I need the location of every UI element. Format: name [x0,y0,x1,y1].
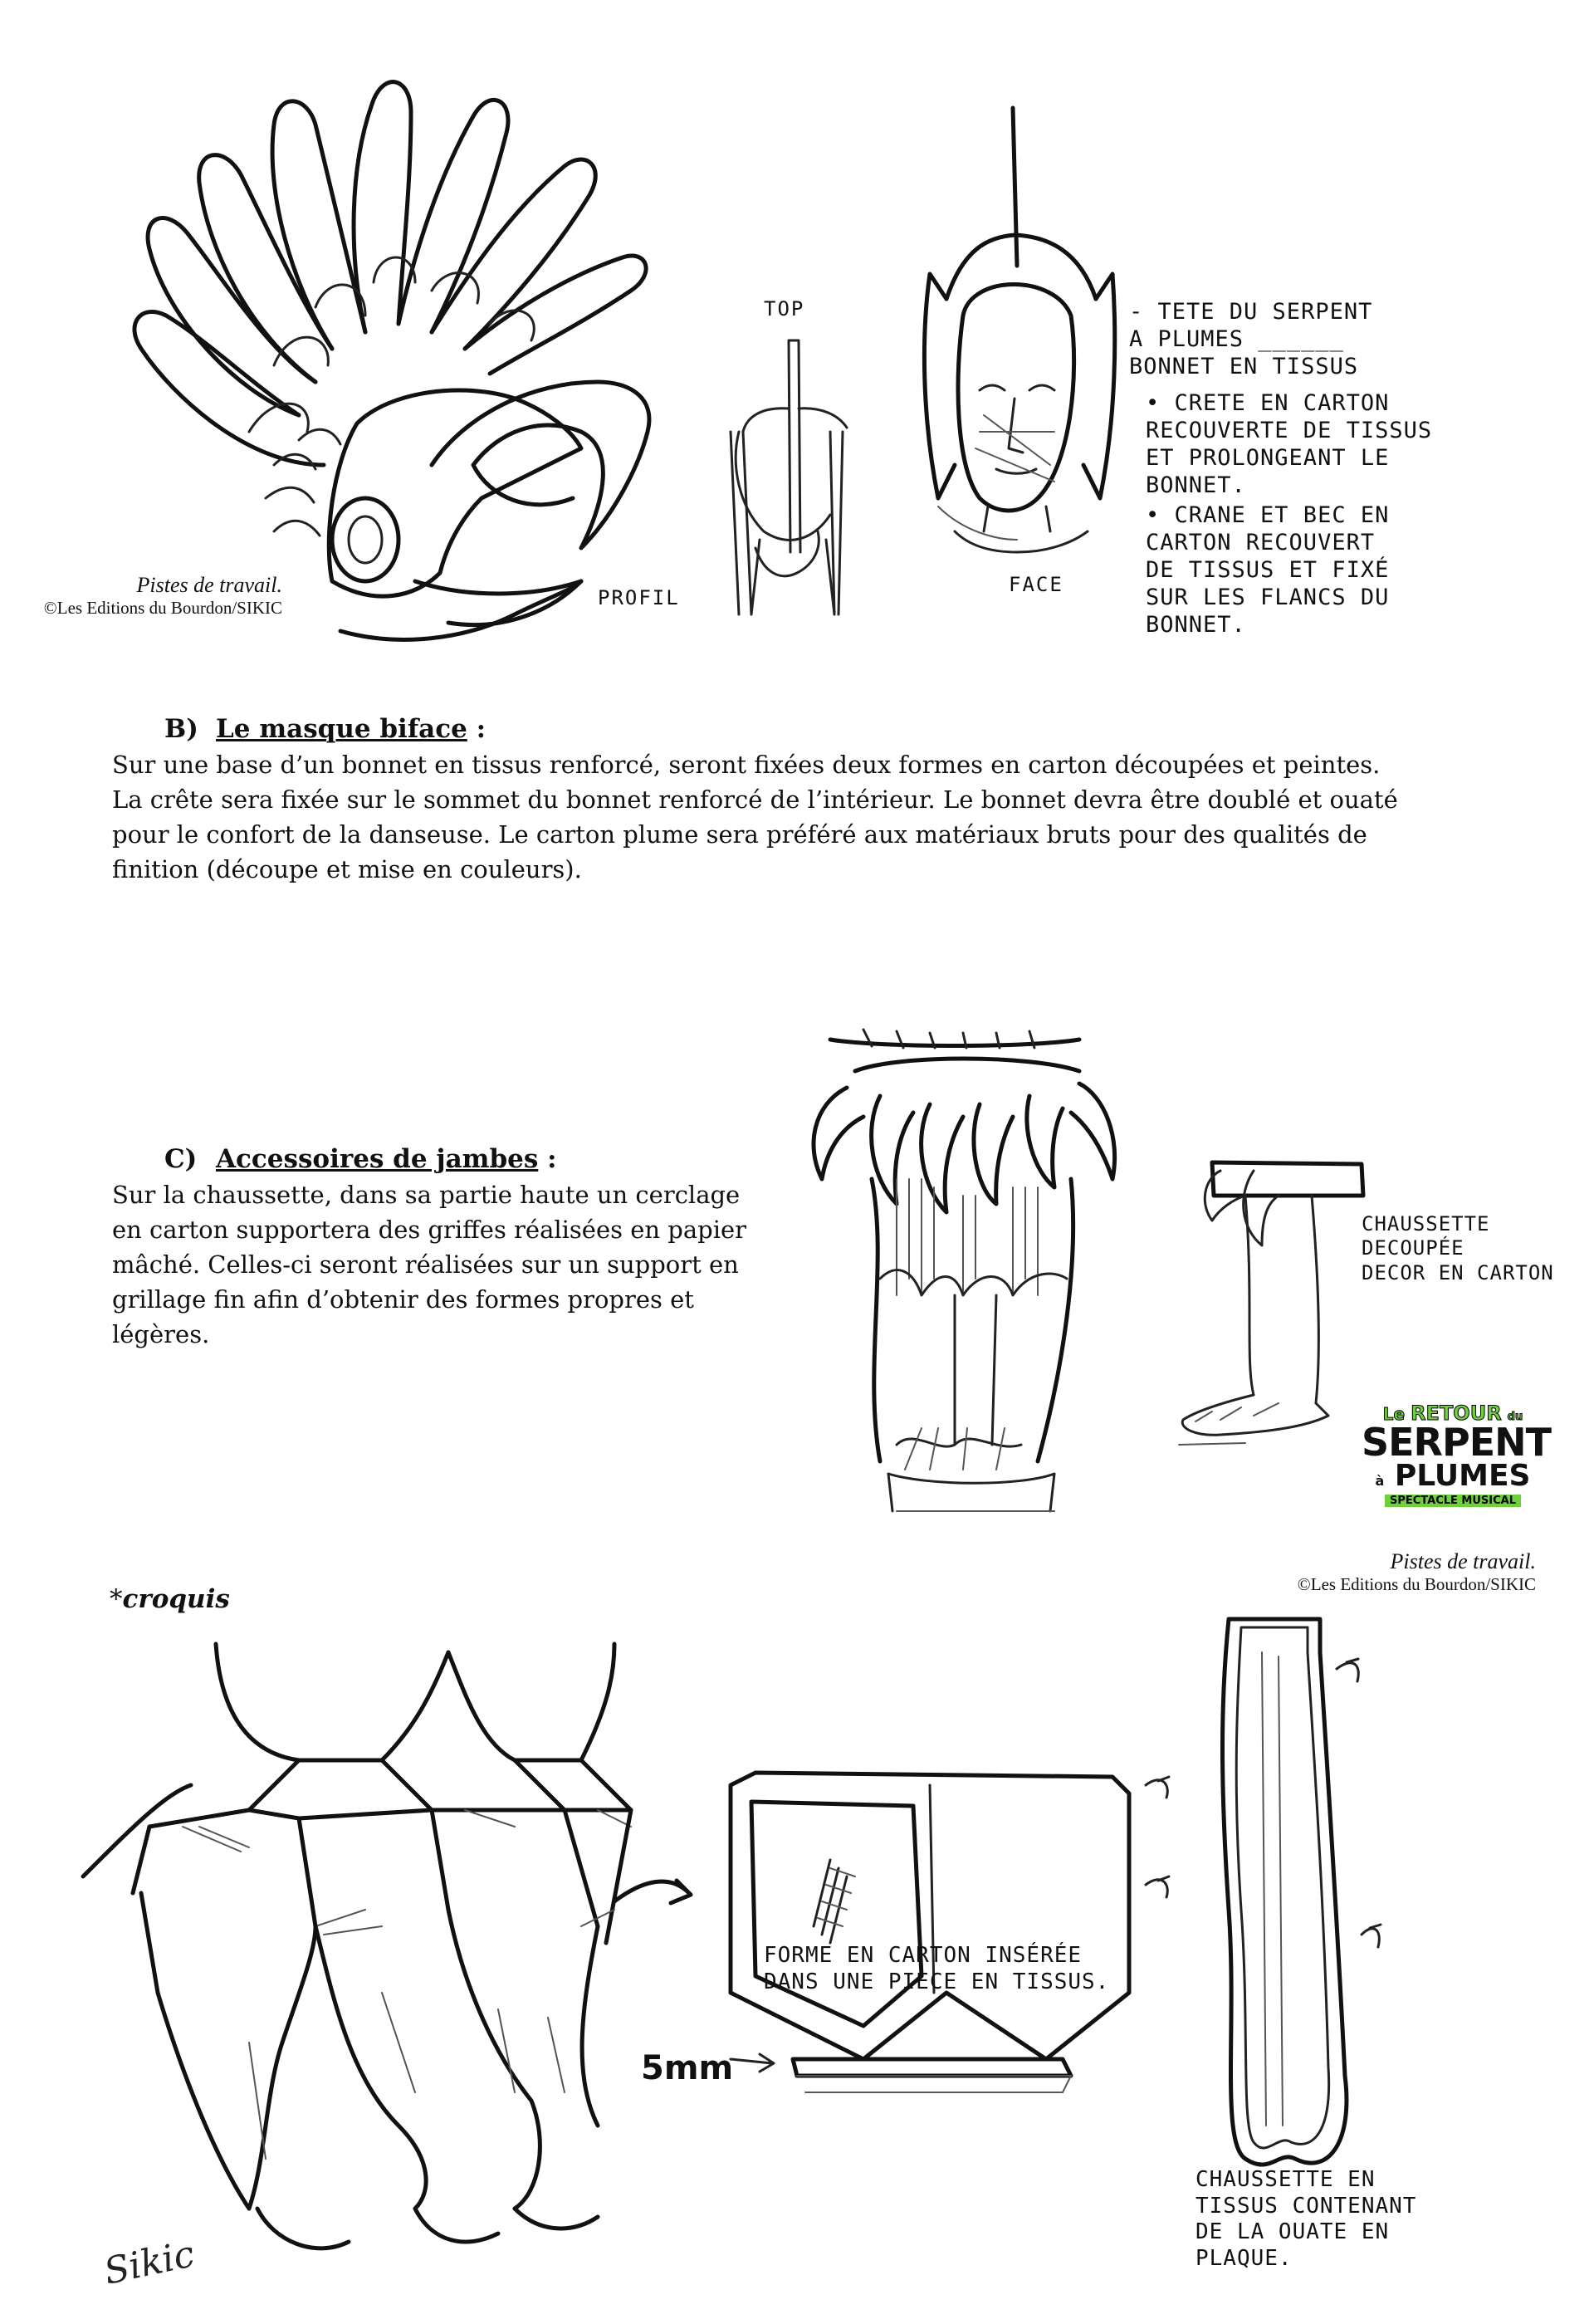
section-c-text: Sur la chaussette, dans sa partie haute un cerclage en carton supportera des griffes réalisées en papier mâché. Celles-ci seront réalisées sur un support en grillage fin afin d’obtenir des formes propres et légères. [112,1181,746,1348]
note-head: - TETE DU SERPENT A PLUMES ______ BONNET EN TISSUS [1129,299,1373,379]
section-c-title: Accessoires de jambes [216,1144,539,1174]
section-c-letter: C) [164,1144,198,1174]
long-sock-note: CHAUSSETTE EN TISSUS CONTENANT DE LA OUATE EN PLAQUE. [1196,2167,1417,2272]
logo-line-1: Le RETOUR du [1382,1402,1523,1425]
sock-cut-note: CHAUSSETTE DECOUPÉE DECOR EN CARTON [1362,1212,1554,1284]
thickness-label: 5mm [641,2049,734,2087]
top-credit-copyright: ©Les Editions du Bourdon/SIKIC [43,598,282,618]
profile-label: PROFIL [598,586,680,609]
note-skull-beak: • CRANE ET BEC EN CARTON RECOUVERT DE TISSUS ET FIXÉ SUR LES FLANCS DU BONNET. [1146,502,1390,638]
middle-credit-copyright: ©Les Editions du Bourdon/SIKIC [1297,1574,1536,1594]
top-label: TOP [764,297,805,320]
logo-line-4: SPECTACLE MUSICAL [1385,1495,1521,1507]
section-b-colon: : [467,714,487,744]
note-crest: • CRETE EN CARTON RECOUVERTE DE TISSUS ET PROLONGEANT LE BONNET. [1146,390,1433,498]
croquis-label: *croquis [110,1584,230,1614]
section-b-title: Le masque biface [216,714,467,744]
logo-line-3: à PLUMES [1375,1459,1531,1493]
top-credit-caption: Pistes de travail. [136,573,282,597]
form-note: FORME EN CARTON INSÉRÉE DANS UNE PIECE EN TISSUS. [764,1943,1110,1994]
face-label: FACE [1009,573,1063,596]
logo-line-2: SERPENT [1362,1420,1551,1465]
section-c-colon: : [538,1144,557,1174]
section-b-text: Sur une base d’un bonnet en tissus renforcé, seront fixées deux formes en carton découpées et peintes. La crête sera fixée sur le sommet du bonnet renforcé de l’intérieur. Le bonnet devra être doublé et ouaté pour le confort de la danseuse. Le carton plume sera préféré aux matériaux bruts pour des qualités de finition (découpe et mise en couleurs). [112,751,1398,883]
section-b-letter: B) [164,714,198,744]
middle-credit-caption: Pistes de travail. [1390,1549,1536,1573]
artist-signature: Sikic [100,2233,198,2293]
